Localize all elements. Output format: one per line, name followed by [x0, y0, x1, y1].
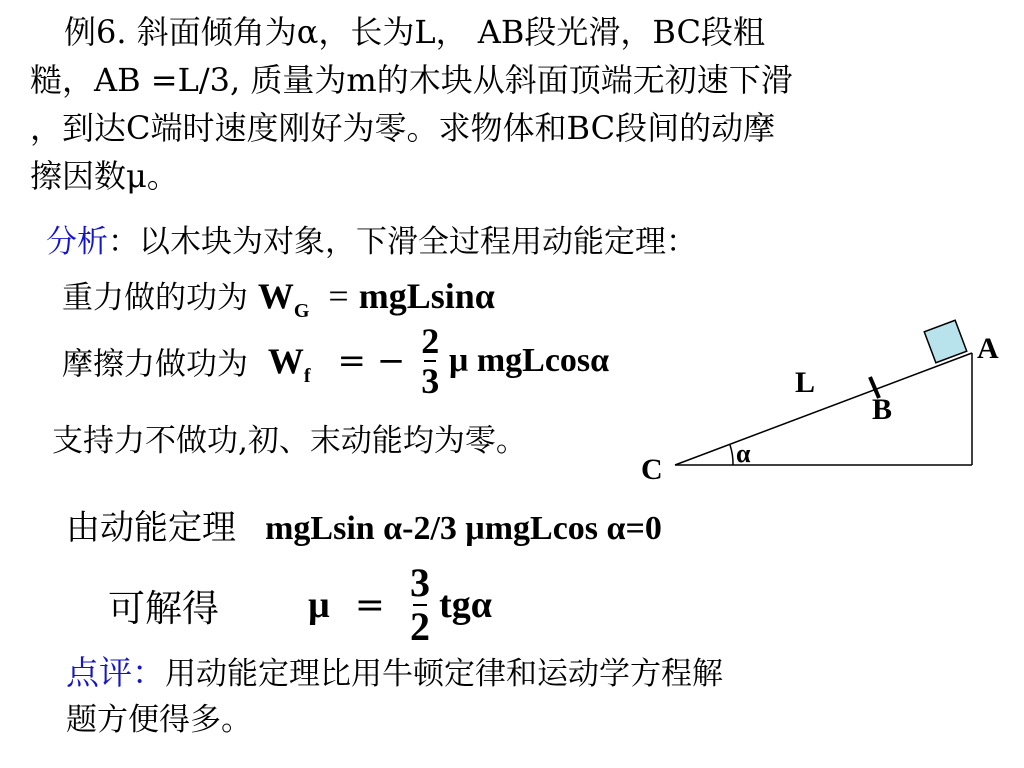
solution-lhs: μ [308, 584, 330, 626]
friction-work-eq: = − [337, 341, 406, 381]
solution-eq: = [354, 584, 385, 626]
solution-frac-den: 2 [410, 604, 430, 649]
gravity-work-lhs-sub: G [293, 300, 310, 322]
friction-work-rhs: μ mgLcosα [449, 342, 610, 379]
friction-work-lhs-w: W [267, 341, 304, 381]
label-alpha: α [736, 439, 751, 468]
theorem-equation: mgLsin α-2/3 μmgLcos α=0 [265, 510, 662, 547]
problem-line-3: ，到达C端时速度刚好为零。求物体和BC段间的动摩 [30, 109, 776, 147]
label-b: B [872, 393, 893, 426]
theorem-line [66, 500, 662, 549]
friction-work-fraction [421, 322, 439, 400]
friction-work-lhs [267, 341, 320, 387]
wooden-block [924, 320, 967, 363]
comment-label: 点评： [66, 653, 165, 692]
gravity-work-line [62, 272, 495, 322]
gravity-work-formula [257, 276, 495, 322]
friction-work-line [62, 322, 609, 400]
friction-frac-den: 3 [421, 361, 440, 401]
analysis-text: ：以木块为对象，下滑全过程用动能定理： [108, 224, 697, 260]
analysis-label: 分析 [46, 224, 108, 260]
support-note: 支持力不做功,初、末动能均为零。 [52, 423, 527, 459]
problem-line-2: 糙，AB =L/3, 质量为m的木块从斜面顶端无初速下滑 [30, 61, 793, 99]
gravity-work-rhs: mgLsinα [358, 276, 495, 316]
theorem-label: 由动能定理 [66, 508, 236, 548]
comment-text: 用动能定理比用牛顿定律和运动学方程解 [165, 656, 723, 692]
gravity-work-eq: = [328, 276, 349, 316]
friction-work-label: 摩擦力做功为 [62, 346, 248, 383]
angle-arc [730, 445, 733, 465]
incline-slope [675, 353, 972, 465]
solution-line [108, 562, 492, 648]
label-c: C [641, 453, 663, 486]
gravity-work-lhs: W [257, 276, 294, 316]
problem-line-4: 擦因数μ。 [30, 157, 179, 195]
gravity-work-label: 重力做的功为 [62, 280, 248, 316]
solution-label: 可解得 [108, 587, 219, 630]
label-l: L [795, 366, 816, 399]
solution-frac-num: 3 [410, 560, 430, 605]
solution-fraction [410, 562, 430, 648]
solution-rhs: tgα [439, 584, 492, 626]
problem-statement [30, 8, 990, 200]
incline-diagram [630, 305, 1010, 490]
analysis-line [46, 216, 697, 261]
friction-work-lhs-sub: f [303, 365, 311, 387]
label-a: A [977, 332, 999, 365]
comment-text-2: 题方便得多。 [66, 702, 252, 738]
problem-line-1: 例6. 斜面倾角为α，长为L， AB段光滑，BC段粗 [64, 13, 765, 51]
comment-block [66, 650, 723, 743]
friction-frac-num: 2 [421, 321, 440, 361]
